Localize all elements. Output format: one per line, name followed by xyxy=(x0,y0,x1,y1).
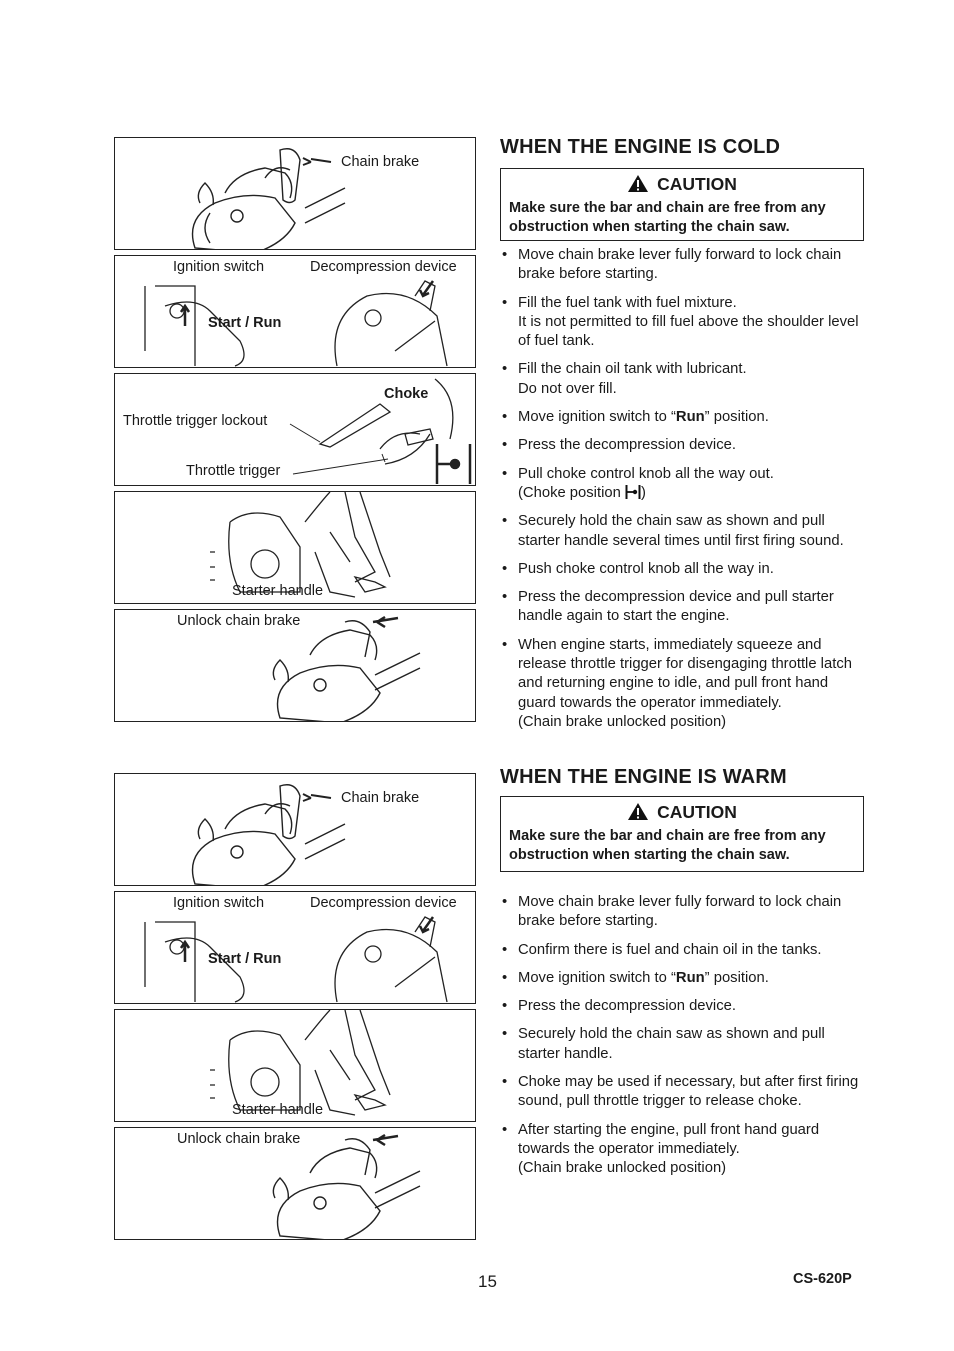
list-item: • Pull choke control knob all the way out. (Choke position ) xyxy=(500,465,868,504)
warm-caution-box xyxy=(500,796,864,872)
warning-triangle-icon xyxy=(627,802,649,821)
page-number: 15 xyxy=(478,1272,497,1291)
caution-title: CAUTION xyxy=(657,802,737,822)
start-run-label: Start / Run xyxy=(208,315,282,331)
warm-steps-list xyxy=(500,893,868,1188)
figure-throttle-choke-cold xyxy=(114,373,476,486)
choke-position-icon xyxy=(625,485,641,499)
ignition-switch-label: Ignition switch xyxy=(173,259,265,275)
figure-ignition-decompression-warm xyxy=(114,891,476,1004)
chainsaw-brake-illustration xyxy=(115,774,476,886)
figure-ignition-decompression-cold xyxy=(114,255,476,368)
cold-heading: WHEN THE ENGINE IS COLD xyxy=(500,136,781,158)
unlock-chain-brake-label: Unlock chain brake xyxy=(177,613,301,629)
choke-label: Choke xyxy=(384,386,429,402)
caution-text: Make sure the bar and chain are free from any obstruction when starting the chain saw. xyxy=(509,828,826,863)
starter-handle-label: Starter handle xyxy=(232,583,324,599)
decompression-device-label: Decompression device xyxy=(310,259,457,275)
list-item: • Move chain brake lever fully forward to lock chain brake before starting. xyxy=(500,246,868,285)
throttle-trigger-label: Throttle trigger xyxy=(186,463,281,479)
caution-text: Make sure the bar and chain are free from any obstruction when starting the chain saw. xyxy=(509,200,826,235)
cold-caution-box xyxy=(500,168,864,241)
list-item: • Move ignition switch to “Run” position. xyxy=(500,969,868,988)
list-item: • Fill the fuel tank with fuel mixture. It is not permitted to fill fuel above the shoulder level of fuel tank. xyxy=(500,294,868,352)
chain-brake-label: Chain brake xyxy=(341,154,420,170)
chain-brake-label: Chain brake xyxy=(341,790,420,806)
figure-unlock-chain-brake-warm xyxy=(114,1127,476,1240)
list-item: • Move ignition switch to “Run” position. xyxy=(500,408,868,427)
figure-chain-brake-cold xyxy=(114,137,476,250)
decompression-device-label: Decompression device xyxy=(310,895,457,911)
warning-triangle-icon xyxy=(627,174,649,193)
start-run-label: Start / Run xyxy=(208,951,282,967)
list-item: • Press the decompression device. xyxy=(500,997,868,1016)
ignition-switch-label: Ignition switch xyxy=(173,895,265,911)
caution-title: CAUTION xyxy=(657,174,737,194)
figure-chain-brake-warm xyxy=(114,773,476,886)
starter-handle-label: Starter handle xyxy=(232,1102,324,1118)
warm-heading: WHEN THE ENGINE IS WARM xyxy=(500,766,787,788)
list-item: • Fill the chain oil tank with lubricant. Do not over fill. xyxy=(500,360,868,399)
list-item: • Press the decompression device. xyxy=(500,436,868,455)
list-item: • After starting the engine, pull front hand guard towards the operator immediately. (Chain brake unlocked position) xyxy=(500,1121,868,1179)
model-number: CS-620P xyxy=(793,1271,852,1287)
cold-steps-list xyxy=(500,246,868,741)
figure-starter-handle-cold xyxy=(114,491,476,604)
list-item: • Move chain brake lever fully forward to lock chain brake before starting. xyxy=(500,893,868,932)
list-item: • Securely hold the chain saw as shown and pull starter handle several times until first firing sound. xyxy=(500,512,868,551)
list-item: • Choke may be used if necessary, but after first firing sound, pull throttle trigger to release choke. xyxy=(500,1073,868,1112)
figure-starter-handle-warm xyxy=(114,1009,476,1122)
figure-unlock-chain-brake-cold xyxy=(114,609,476,722)
throttle-trigger-lockout-label: Throttle trigger lockout xyxy=(123,413,268,429)
list-item: • Press the decompression device and pull starter handle again to start the engine. xyxy=(500,588,868,627)
chainsaw-brake-illustration xyxy=(115,138,476,250)
unlock-chain-brake-label: Unlock chain brake xyxy=(177,1131,301,1147)
list-item: • Push choke control knob all the way in. xyxy=(500,560,868,579)
list-item: • Confirm there is fuel and chain oil in the tanks. xyxy=(500,941,868,960)
list-item: • Securely hold the chain saw as shown and pull starter handle. xyxy=(500,1025,868,1064)
list-item: • When engine starts, immediately squeeze and release throttle trigger for disengaging throttle latch and returning engine to idle, and pull front hand guard towards the operator immediately. (Chain brake unlocked position) xyxy=(500,636,868,732)
